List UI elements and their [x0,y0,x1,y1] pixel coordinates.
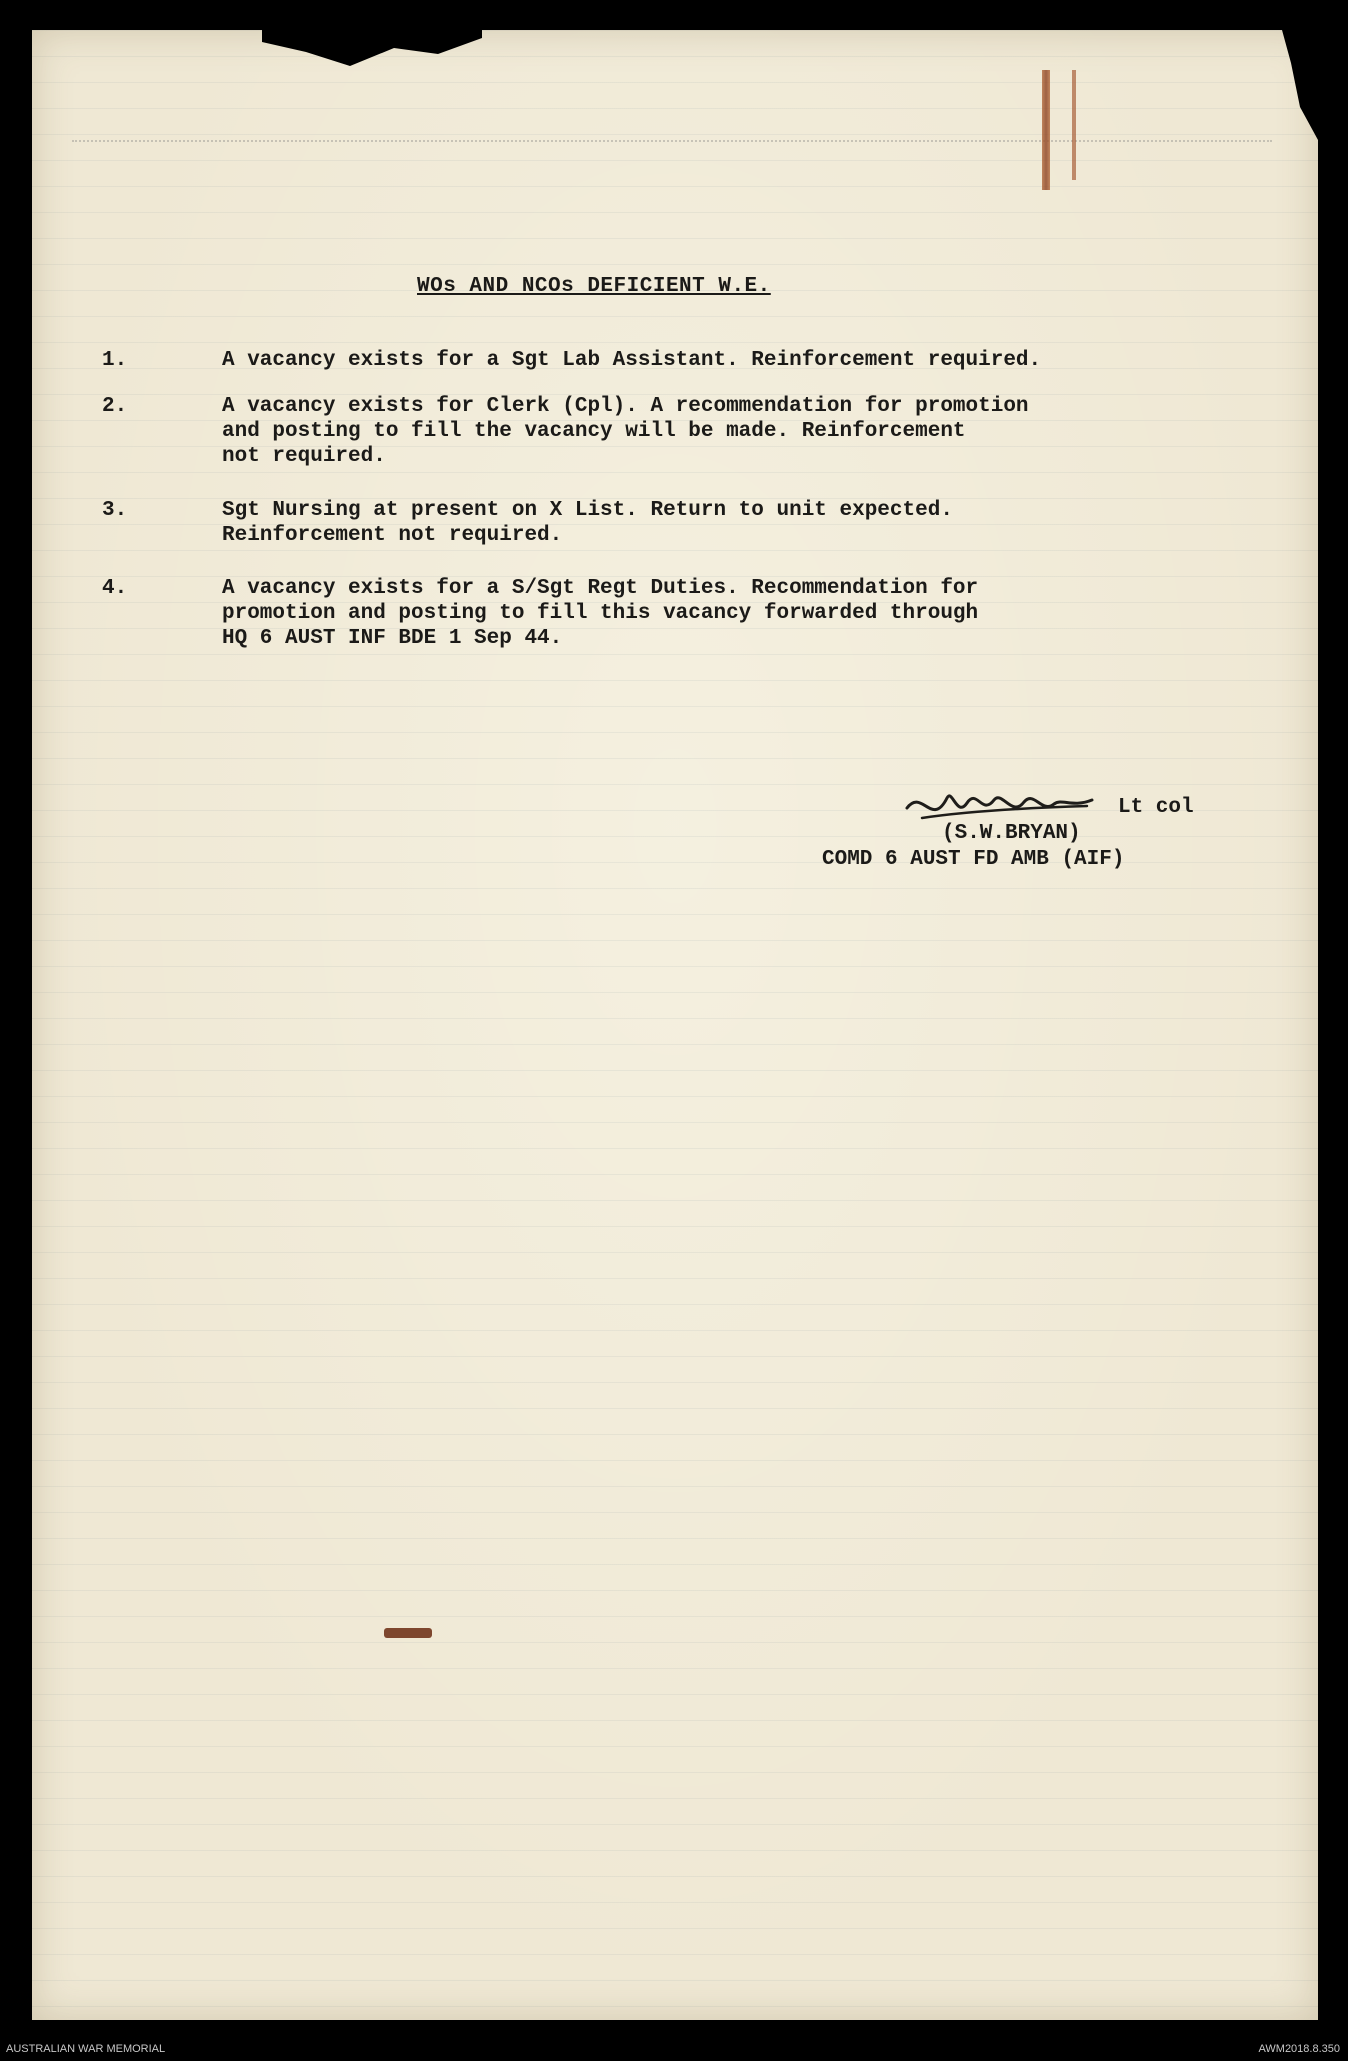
archive-footer [0,2040,1348,2061]
item-text: A vacancy exists for Clerk (Cpl). A recommendation for promotion and posting to fill the vacancy will be made. Reinforcement not required. [222,395,1029,468]
ink-stain [384,1628,432,1638]
item-text: A vacancy exists for a Sgt Lab Assistant. Reinforcement required. [222,349,1042,372]
rust-stain [1072,70,1076,180]
torn-edge [262,30,482,70]
signatory-command: COMD 6 AUST FD AMB (AIF) [822,848,1125,871]
item-text: A vacancy exists for a S/Sgt Regt Duties. Recommendation for promotion and posting to fill this vacancy forwarded through HQ 6 AUST INF BDE 1 Sep 44. [222,577,979,650]
document-title: WOs AND NCOs DEFICIENT W.E. [417,275,771,298]
item-number: 2. [102,395,128,418]
item-number: 3. [102,499,128,522]
item-number: 4. [102,577,128,600]
item-number: 1. [102,349,128,372]
signatory-rank: Lt col [1118,796,1194,819]
signature-block [822,792,1242,892]
item-text: Sgt Nursing at present on X List. Return to unit expected. Reinforcement not required. [222,499,953,547]
document-page [32,30,1318,2020]
signatory-name: (S.W.BRYAN) [942,822,1081,845]
torn-corner [1258,30,1318,140]
rust-stain [1042,70,1050,190]
archive-reference: AWM2018.8.350 [1258,2043,1340,2055]
perforation-line [72,140,1272,142]
archive-name: AUSTRALIAN WAR MEMORIAL [6,2043,166,2055]
